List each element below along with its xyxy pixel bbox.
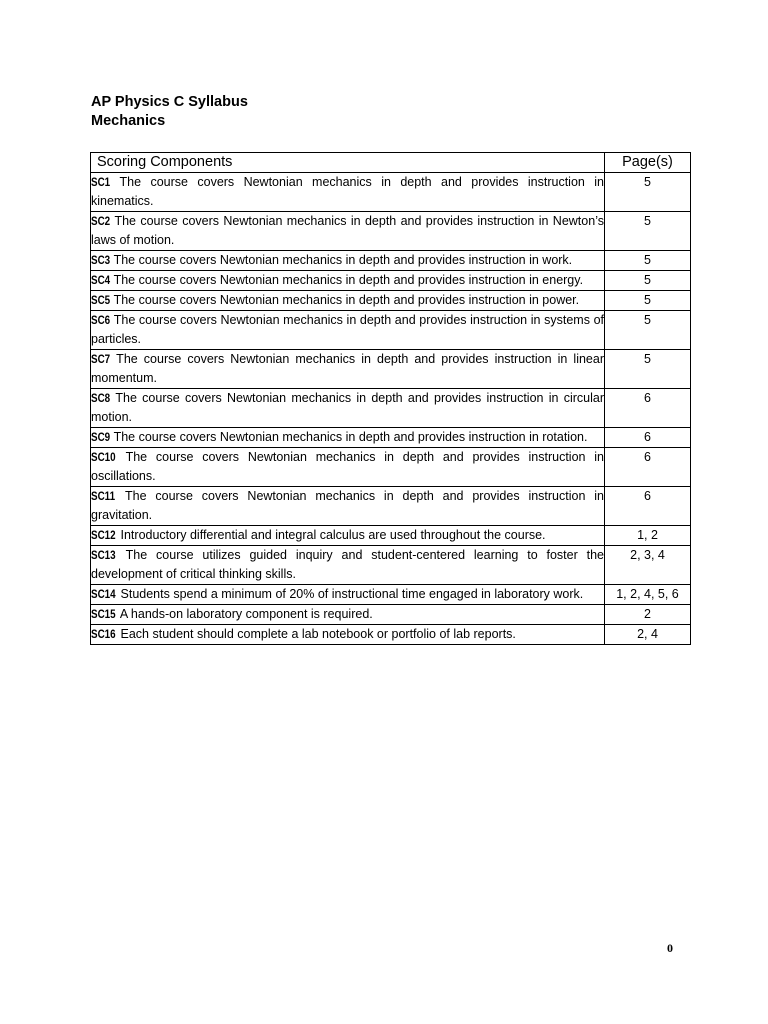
pages-cell: 6 [605,389,691,428]
header-scoring-components: Scoring Components [91,153,605,173]
scoring-component-cell [91,389,605,428]
scoring-component-code: SC3 [91,253,111,267]
pages-cell: 2, 4 [605,625,691,645]
scoring-component-cell [91,350,605,389]
table-body [91,173,691,645]
pages-cell: 5 [605,350,691,389]
pages-cell: 5 [605,291,691,311]
scoring-component-text: The course covers Newtonian mechanics in depth and provides instruction in kinematics. [91,175,604,208]
scoring-component-code: SC2 [91,214,111,228]
table-row [91,173,691,212]
scoring-component-cell [91,271,605,291]
scoring-component-cell [91,428,605,448]
table-row [91,487,691,526]
scoring-component-code: SC16 [91,627,116,641]
table-row [91,605,691,625]
scoring-component-code: SC8 [91,391,111,405]
scoring-component-cell [91,585,605,605]
scoring-component-cell [91,487,605,526]
scoring-component-cell [91,251,605,271]
header-pages: Page(s) [605,153,691,173]
scoring-component-code: SC14 [91,587,116,601]
scoring-component-text: The course covers Newtonian mechanics in depth and provides instruction in power. [110,293,580,307]
scoring-component-text: The course covers Newtonian mechanics in depth and provides instruction in work. [110,253,573,267]
pages-cell: 5 [605,212,691,251]
scoring-component-text: The course covers Newtonian mechanics in depth and provides instruction in oscillations. [91,450,604,483]
pages-cell: 6 [605,487,691,526]
table-row [91,212,691,251]
scoring-components-table [90,152,691,645]
table-row [91,271,691,291]
scoring-component-text: The course covers Newtonian mechanics in depth and provides instruction in gravitation. [91,489,604,522]
pages-cell: 6 [605,428,691,448]
scoring-component-cell [91,448,605,487]
table-row [91,251,691,271]
scoring-component-code: SC5 [91,293,111,307]
scoring-component-cell [91,212,605,251]
pages-cell: 5 [605,271,691,291]
scoring-component-text: The course covers Newtonian mechanics in depth and provides instruction in linear momentum. [91,352,604,385]
scoring-component-text: The course covers Newtonian mechanics in depth and provides instruction in rotation. [110,430,588,444]
scoring-component-code: SC10 [91,450,116,464]
table-row [91,291,691,311]
pages-cell: 6 [605,448,691,487]
scoring-component-text: Each student should complete a lab notebook or portfolio of lab reports. [117,627,516,641]
table-header-row [91,153,691,173]
pages-cell: 5 [605,251,691,271]
scoring-component-code: SC12 [91,528,116,542]
pages-cell: 2, 3, 4 [605,546,691,585]
scoring-component-cell [91,546,605,585]
scoring-component-code: SC13 [91,548,116,562]
table-row [91,585,691,605]
scoring-component-cell [91,173,605,212]
scoring-component-text: Introductory differential and integral calculus are used throughout the course. [117,528,546,542]
table-row [91,625,691,645]
table-row [91,350,691,389]
table-row [91,526,691,546]
scoring-component-code: SC1 [91,175,111,189]
scoring-component-code: SC9 [91,430,111,444]
pages-cell: 1, 2 [605,526,691,546]
scoring-component-code: SC11 [91,489,116,503]
scoring-component-text: The course covers Newtonian mechanics in depth and provides instruction in energy. [110,273,584,287]
pages-cell: 2 [605,605,691,625]
scoring-component-cell [91,605,605,625]
scoring-component-text: Students spend a minimum of 20% of instructional time engaged in laboratory work. [117,587,584,601]
scoring-component-code: SC7 [91,352,111,366]
scoring-component-text: The course covers Newtonian mechanics in depth and provides instruction in Newton’s laws of motion. [91,214,604,247]
scoring-component-cell [91,526,605,546]
scoring-component-text: A hands-on laboratory component is required. [117,607,373,621]
document-title-block [91,93,248,131]
scoring-component-cell [91,311,605,350]
pages-cell: 5 [605,173,691,212]
scoring-component-code: SC6 [91,313,111,327]
table-row [91,311,691,350]
document-subtitle: Mechanics [91,113,166,129]
table-row [91,428,691,448]
scoring-component-cell [91,625,605,645]
pages-cell: 1, 2, 4, 5, 6 [605,585,691,605]
table-row [91,546,691,585]
scoring-component-text: The course covers Newtonian mechanics in depth and provides instruction in systems of particles. [91,313,604,346]
table-row [91,389,691,428]
scoring-component-code: SC15 [91,607,116,621]
scoring-component-cell [91,291,605,311]
scoring-component-text: The course utilizes guided inquiry and student-centered learning to foster the development of critical thinking skills. [91,548,604,581]
document-title: AP Physics C Syllabus [91,94,248,110]
table-row [91,448,691,487]
page-number: 0 [667,941,673,955]
scoring-component-code: SC4 [91,273,111,287]
pages-cell: 5 [605,311,691,350]
scoring-component-text: The course covers Newtonian mechanics in depth and provides instruction in circular motion. [91,391,604,424]
